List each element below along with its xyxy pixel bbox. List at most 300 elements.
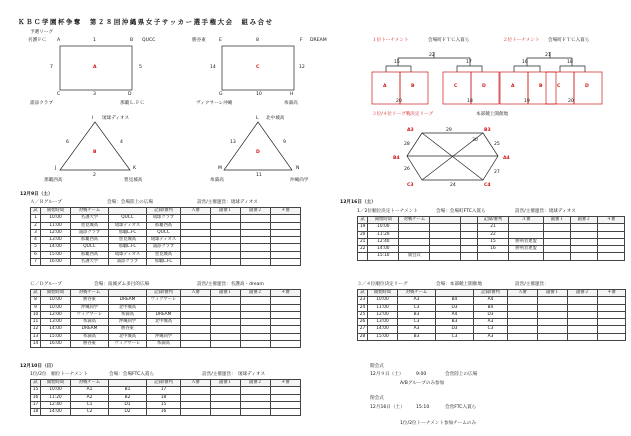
group-b-top-team: 琉球ディオス — [102, 116, 130, 121]
table-cell: 北中城高 — [109, 333, 147, 340]
table-cell — [508, 311, 538, 318]
table-cell: 14:00 — [41, 409, 71, 416]
table-header-cell: 対戦チーム — [71, 380, 109, 387]
table-cell: 23 — [358, 297, 368, 304]
table-cell — [181, 251, 211, 258]
table-cell — [241, 326, 271, 333]
table-cell: B3 — [398, 333, 436, 340]
group-d-br-team: 沖縄尚学 — [290, 178, 309, 183]
table-cell: 6 — [31, 251, 41, 258]
table-cell: 12 — [31, 326, 41, 333]
table-cell — [211, 387, 241, 394]
table-cell: 開会式 — [399, 253, 430, 260]
table-header-cell — [109, 208, 147, 215]
t12-org: 設営/主催運営：琉球ディオス — [515, 209, 576, 214]
table-cell: C3 — [398, 304, 436, 311]
table-cell: 17 — [147, 387, 181, 394]
table-cell: 14 — [31, 341, 41, 348]
table-cell: 勝利者連盟 — [509, 246, 544, 253]
group-c-tl-team: 勝谷東 — [192, 38, 206, 43]
table-row — [31, 409, 301, 416]
table-cell: 浦添クラブ — [147, 244, 181, 251]
table-cell: 16 — [477, 246, 508, 253]
table-cell: 25 — [358, 311, 368, 318]
group-d-br-label: N — [296, 166, 300, 171]
hex-left-l: 26 — [404, 167, 410, 172]
table-row — [358, 238, 625, 245]
table-cell: 15:10 — [368, 253, 399, 260]
group-a-br-label: D — [128, 92, 132, 97]
table-cell — [241, 409, 271, 416]
table-cell — [271, 237, 301, 244]
table-cell — [241, 401, 271, 408]
t1-top-no: 22 — [429, 53, 435, 58]
table-cell — [461, 253, 478, 260]
table-header-cell: 記録/審判 — [474, 290, 508, 297]
table-cell: 琉球ディオス — [109, 222, 147, 229]
cd-venue: 会場：南城ダム多目的広場 — [94, 282, 150, 287]
hex-c4: C4 — [484, 183, 491, 188]
table-cell — [211, 341, 241, 348]
table-cell: 11 — [31, 319, 41, 326]
table-cell: 12:40 — [41, 401, 71, 408]
table-cell: D1 — [109, 401, 147, 408]
table-cell — [568, 319, 598, 326]
table-cell — [598, 319, 626, 326]
table-cell: 琉球ディオス — [109, 251, 147, 258]
table-header-cell: Ａ審 — [508, 290, 538, 297]
table-cell — [241, 387, 271, 394]
table-cell: 豊見城高 — [109, 237, 147, 244]
table-header-cell: 開始時間 — [41, 290, 71, 297]
table-cell: 10:00 — [41, 297, 71, 304]
hex-b3: B3 — [484, 128, 491, 133]
table-header-row — [31, 208, 301, 215]
hex-right-u: 25 — [494, 142, 500, 147]
table-cell — [477, 253, 508, 260]
table-header-cell: 試 — [31, 208, 41, 215]
table-cell: ヴィクサーレ — [109, 341, 147, 348]
table-cell — [241, 394, 271, 401]
table-cell: 名護大学 — [71, 259, 109, 266]
table-cell: 15:00 — [368, 333, 398, 340]
table-cell — [544, 238, 571, 245]
table-cell — [568, 311, 598, 318]
table-header-cell: 記録/審判 — [147, 290, 181, 297]
table-cell: 4 — [31, 237, 41, 244]
table-cell — [544, 246, 571, 253]
table-cell — [598, 326, 626, 333]
table-header-cell: 試 — [358, 290, 368, 297]
group-a-bl-team: 浦添クラブ — [30, 101, 53, 106]
group-a-mid: A — [93, 65, 97, 70]
table-cell: A3 — [474, 333, 508, 340]
table-cell: 沖縄尚学 — [71, 304, 109, 311]
t13-title: 1位/2位 順位トーナメント — [30, 372, 88, 377]
table-cell — [430, 224, 461, 231]
t34tab-title: ３／４位順位決定リーグ — [357, 282, 408, 287]
table-row — [358, 253, 625, 260]
group-c-br-team: 糸満高 — [284, 101, 298, 106]
table-header-cell: 副審１ — [211, 208, 241, 215]
table-cell: 12:00 — [41, 311, 71, 318]
t12-venue: 会場：会場町FTC入賞ら — [436, 209, 486, 214]
table-cell — [241, 215, 271, 222]
t12-title: 1／2位順位決定トーナメント — [357, 209, 418, 214]
table-cell — [508, 304, 538, 311]
table-header-cell: 試 — [358, 217, 368, 224]
hex-bottom: 24 — [450, 183, 456, 188]
table-cell — [181, 409, 211, 416]
table-row — [358, 246, 625, 253]
table-cell: 糸満高 — [71, 333, 109, 340]
table-cell: 17 — [31, 401, 41, 408]
table-cell: 15 — [147, 401, 181, 408]
group-c-bottom-no: 10 — [256, 92, 262, 97]
table-cell: 糸満高 — [71, 319, 109, 326]
table-cell: 14:00 — [41, 326, 71, 333]
table-header-cell: ４審 — [598, 217, 625, 224]
group-d-mid: D — [256, 150, 260, 155]
table-cell — [544, 253, 571, 260]
group-b-mid: B — [93, 150, 97, 155]
cd-schedule-table — [30, 289, 301, 348]
table-cell: 26 — [358, 319, 368, 326]
table-header-cell: Ａ審 — [181, 380, 211, 387]
table-cell — [430, 231, 461, 238]
table-cell: 北中城高 — [109, 304, 147, 311]
hex-a3: A3 — [407, 128, 414, 133]
table-cell: 11:20 — [41, 394, 71, 401]
table-cell: D3 — [436, 326, 474, 333]
t34-note: 本部競上開催地 — [476, 112, 509, 117]
table-cell: 11:00 — [368, 304, 398, 311]
t1-title: １位トーナメント — [372, 38, 409, 43]
table-cell: 糸満高 — [147, 341, 181, 348]
table-cell: 沖縄尚学 — [109, 319, 147, 326]
group-d-bottom-no: 11 — [256, 173, 262, 178]
table-header-cell: Ａ審 — [181, 290, 211, 297]
t2-box-c: C — [557, 84, 561, 89]
table-cell: 那覇L.FC — [109, 229, 147, 236]
group-c-tr-label: F — [300, 38, 303, 43]
group-c-tl-no: E — [219, 38, 222, 43]
table-cell — [181, 297, 211, 304]
table-cell — [147, 326, 181, 333]
table-cell — [508, 319, 538, 326]
group-a-top-no: 1 — [93, 38, 96, 43]
table-cell: B3 — [398, 311, 436, 318]
table-cell: 那覇西高 — [147, 222, 181, 229]
group-a-bl-label: C — [57, 92, 61, 97]
table-cell: 那覇西高 — [71, 237, 109, 244]
table-cell — [271, 333, 301, 340]
t1-bot-r: 18 — [467, 99, 473, 104]
table-cell: D2 — [109, 409, 147, 416]
table-cell — [211, 311, 241, 318]
table-cell — [544, 224, 571, 231]
table-cell — [271, 251, 301, 258]
table-cell: 14:00 — [368, 326, 398, 333]
table-header-cell: Ａ審 — [509, 217, 544, 224]
table-cell: ヴィクサーレ — [71, 311, 109, 318]
table-cell: 豊見城高 — [71, 222, 109, 229]
t2-top-no: 21 — [545, 53, 551, 58]
table-cell — [358, 253, 368, 260]
table-cell: 3 — [31, 229, 41, 236]
table-row — [31, 259, 301, 266]
table-row — [31, 222, 301, 229]
group-b-right-no: 4 — [120, 140, 123, 145]
group-b-left-no: 6 — [66, 140, 69, 145]
table-cell: 22 — [358, 246, 368, 253]
table-cell: 11:20 — [368, 231, 399, 238]
t13-venue: 会場：会場FTC入賞ら — [109, 372, 155, 377]
table-cell: 12:40 — [368, 238, 399, 245]
table-cell — [271, 409, 301, 416]
table-cell: 12:00 — [41, 229, 71, 236]
group-a-right-no: 5 — [139, 65, 142, 70]
table-cell: DREAM — [109, 297, 147, 304]
table-cell — [241, 319, 271, 326]
table-cell: 15:00 — [41, 333, 71, 340]
table-cell — [211, 237, 241, 244]
table-cell — [271, 259, 301, 266]
day2-date: 12月16日（土） — [340, 200, 376, 205]
prelim-label: 予選リーグ — [30, 30, 53, 35]
table-cell — [211, 244, 241, 251]
table-cell: DREAM — [147, 311, 181, 318]
table-cell: ヴィクサーレ — [147, 297, 181, 304]
table-cell — [399, 224, 430, 231]
table-row — [31, 297, 301, 304]
table-cell: 10:00 — [368, 224, 399, 231]
table-row — [31, 237, 301, 244]
table-cell: C3 — [474, 326, 508, 333]
t2-box-d: D — [585, 84, 589, 89]
table-header-cell: 副審２ — [241, 380, 271, 387]
table-header-cell: 試 — [31, 380, 41, 387]
table-cell — [271, 222, 301, 229]
table-cell — [271, 401, 301, 408]
t2-mid-r: 18 — [567, 60, 573, 65]
table-cell — [509, 224, 544, 231]
table-cell: 勝谷東 — [109, 326, 147, 333]
table-cell: 5 — [31, 244, 41, 251]
table-cell: 27 — [358, 326, 368, 333]
table-cell — [598, 246, 625, 253]
table-cell — [181, 237, 211, 244]
table-cell — [571, 246, 598, 253]
table-cell — [461, 246, 478, 253]
opening-label: 開会式 — [370, 364, 384, 369]
table-cell: A3 — [398, 326, 436, 333]
table-cell: 13:00 — [41, 237, 71, 244]
table-header-cell: 副審２ — [568, 290, 598, 297]
table-cell — [211, 409, 241, 416]
table-cell: B4 — [436, 297, 474, 304]
table-row — [31, 333, 301, 340]
table-cell: 14:00 — [41, 244, 71, 251]
table-cell: A3 — [398, 297, 436, 304]
table-cell: 22 — [477, 231, 508, 238]
table-cell: 勝利者連盟 — [509, 238, 544, 245]
ab-venue: 会場：会場陸上の広場 — [107, 200, 153, 205]
table-cell: 13 — [31, 333, 41, 340]
table-header-cell: 開始時間 — [41, 208, 71, 215]
table-cell — [181, 319, 211, 326]
table-cell — [538, 311, 568, 318]
table-row — [31, 394, 301, 401]
group-c-br-label: H — [290, 92, 294, 97]
table-cell — [181, 215, 211, 222]
table-cell — [598, 253, 625, 260]
table-cell — [241, 311, 271, 318]
table-cell: 7 — [31, 259, 41, 266]
opening-place: 会営陸上の広場 — [445, 372, 478, 377]
hex-b4: B4 — [393, 156, 400, 161]
table-cell — [571, 231, 598, 238]
table-cell: 琉球ディオス — [147, 237, 181, 244]
table-cell: 北中城高 — [147, 319, 181, 326]
group-d-triangle — [224, 122, 292, 170]
table-cell: 21 — [358, 238, 368, 245]
table-cell — [598, 304, 626, 311]
table-cell: A3 — [474, 319, 508, 326]
table-header-cell: 対戦チーム — [71, 208, 109, 215]
table-cell: 沖縄尚学 — [147, 333, 181, 340]
table-header-cell: 対戦チーム — [399, 217, 430, 224]
table-cell — [509, 231, 544, 238]
table-cell — [211, 297, 241, 304]
table-row — [31, 251, 301, 258]
table-cell — [271, 311, 301, 318]
table-header-cell: 対戦チーム — [71, 290, 109, 297]
table-cell: 10:00 — [41, 387, 71, 394]
table-row — [358, 333, 626, 340]
table-cell — [181, 341, 211, 348]
table-cell: 19 — [358, 224, 368, 231]
table-cell — [568, 304, 598, 311]
table-header-cell: 記録/審判 — [477, 217, 508, 224]
table-cell: 12:00 — [368, 311, 398, 318]
t34-title: ３位/４位リーグ戦決定リーグ — [372, 112, 434, 117]
table-header-cell: 対戦チーム — [398, 290, 436, 297]
group-d-bl-team: 糸満高 — [210, 178, 224, 183]
cd-org: 設営/主催運営：名護高・dream — [197, 282, 264, 287]
table-cell — [181, 229, 211, 236]
table-cell — [568, 297, 598, 304]
t2-winner: 会場町ＦＴＣ入賞ら — [548, 38, 590, 43]
table-cell — [211, 326, 241, 333]
table-header-cell: ４審 — [271, 380, 301, 387]
table-cell — [598, 238, 625, 245]
t1-box-b: B — [411, 84, 415, 89]
group-c-right-no: 12 — [299, 65, 305, 70]
table-row — [358, 304, 626, 311]
table-cell — [271, 326, 301, 333]
opening-note: A/Bグループのみ参加 — [400, 381, 445, 386]
table-header-cell: Ａ審 — [181, 208, 211, 215]
table-cell: D3 — [436, 304, 474, 311]
group-a-tr-team: QUCC — [142, 38, 156, 43]
table-cell — [461, 224, 478, 231]
table-cell: 15 — [31, 387, 41, 394]
table-row — [31, 319, 301, 326]
table-cell: C1 — [71, 401, 109, 408]
group-b-triangle — [60, 122, 130, 170]
table-cell — [571, 253, 598, 260]
table-cell — [211, 304, 241, 311]
table-cell — [399, 246, 430, 253]
table-cell — [241, 341, 271, 348]
hex-top-r: 30 — [472, 138, 478, 143]
table-cell: 10:00 — [368, 297, 398, 304]
table-cell: A2 — [71, 394, 109, 401]
t1-bot-l: 20 — [396, 99, 402, 104]
table-header-cell: 試 — [31, 290, 41, 297]
table-cell — [241, 237, 271, 244]
t13-org: 設営/主催運営： 琉球ディオス — [202, 372, 266, 377]
table-header-cell: 開始時間 — [368, 217, 399, 224]
table-cell — [461, 231, 478, 238]
t1-box-c: C — [454, 84, 458, 89]
table-cell — [181, 222, 211, 229]
table-header-cell: 副審１ — [211, 380, 241, 387]
table-cell: 13:00 — [368, 319, 398, 326]
table-row — [358, 311, 626, 318]
hex-top-l: 29 — [446, 128, 452, 133]
group-c-bl-label: G — [219, 92, 223, 97]
table-cell — [271, 304, 301, 311]
table-cell: C3 — [398, 319, 436, 326]
table-row — [358, 326, 626, 333]
table-header-cell — [436, 290, 474, 297]
table-cell — [181, 387, 211, 394]
table-cell — [509, 253, 544, 260]
table-cell — [598, 224, 625, 231]
table-cell — [181, 244, 211, 251]
table-header-cell: 副審２ — [571, 217, 598, 224]
table-cell: D3 — [474, 311, 508, 318]
table-cell: 琉球クラブ — [147, 215, 181, 222]
table-cell — [241, 333, 271, 340]
table-cell — [181, 326, 211, 333]
t2-box-a: A — [511, 84, 515, 89]
table-cell — [271, 244, 301, 251]
table-cell — [538, 297, 568, 304]
table-cell: 勝谷東 — [71, 341, 109, 348]
table-cell — [430, 253, 461, 260]
table-cell — [598, 311, 626, 318]
table-header-row — [358, 290, 626, 297]
ab-org: 設営/主催運営：琉球ディオス — [197, 200, 258, 205]
group-d-bl-label: M — [218, 166, 222, 171]
table-cell: 13:00 — [41, 319, 71, 326]
table-header-cell: 記録/審判 — [147, 380, 181, 387]
table-cell — [271, 341, 301, 348]
group-c-mid: C — [256, 65, 260, 70]
table-header-cell: ４審 — [598, 290, 626, 297]
table-cell — [211, 215, 241, 222]
hex-left-u: 28 — [404, 142, 410, 147]
group-c-left-no: 14 — [210, 65, 216, 70]
table-cell — [211, 251, 241, 258]
group-d-right-no: 9 — [283, 140, 286, 145]
opening-date: 12月９日（土） — [370, 372, 404, 377]
table-cell — [271, 229, 301, 236]
table-cell — [181, 401, 211, 408]
